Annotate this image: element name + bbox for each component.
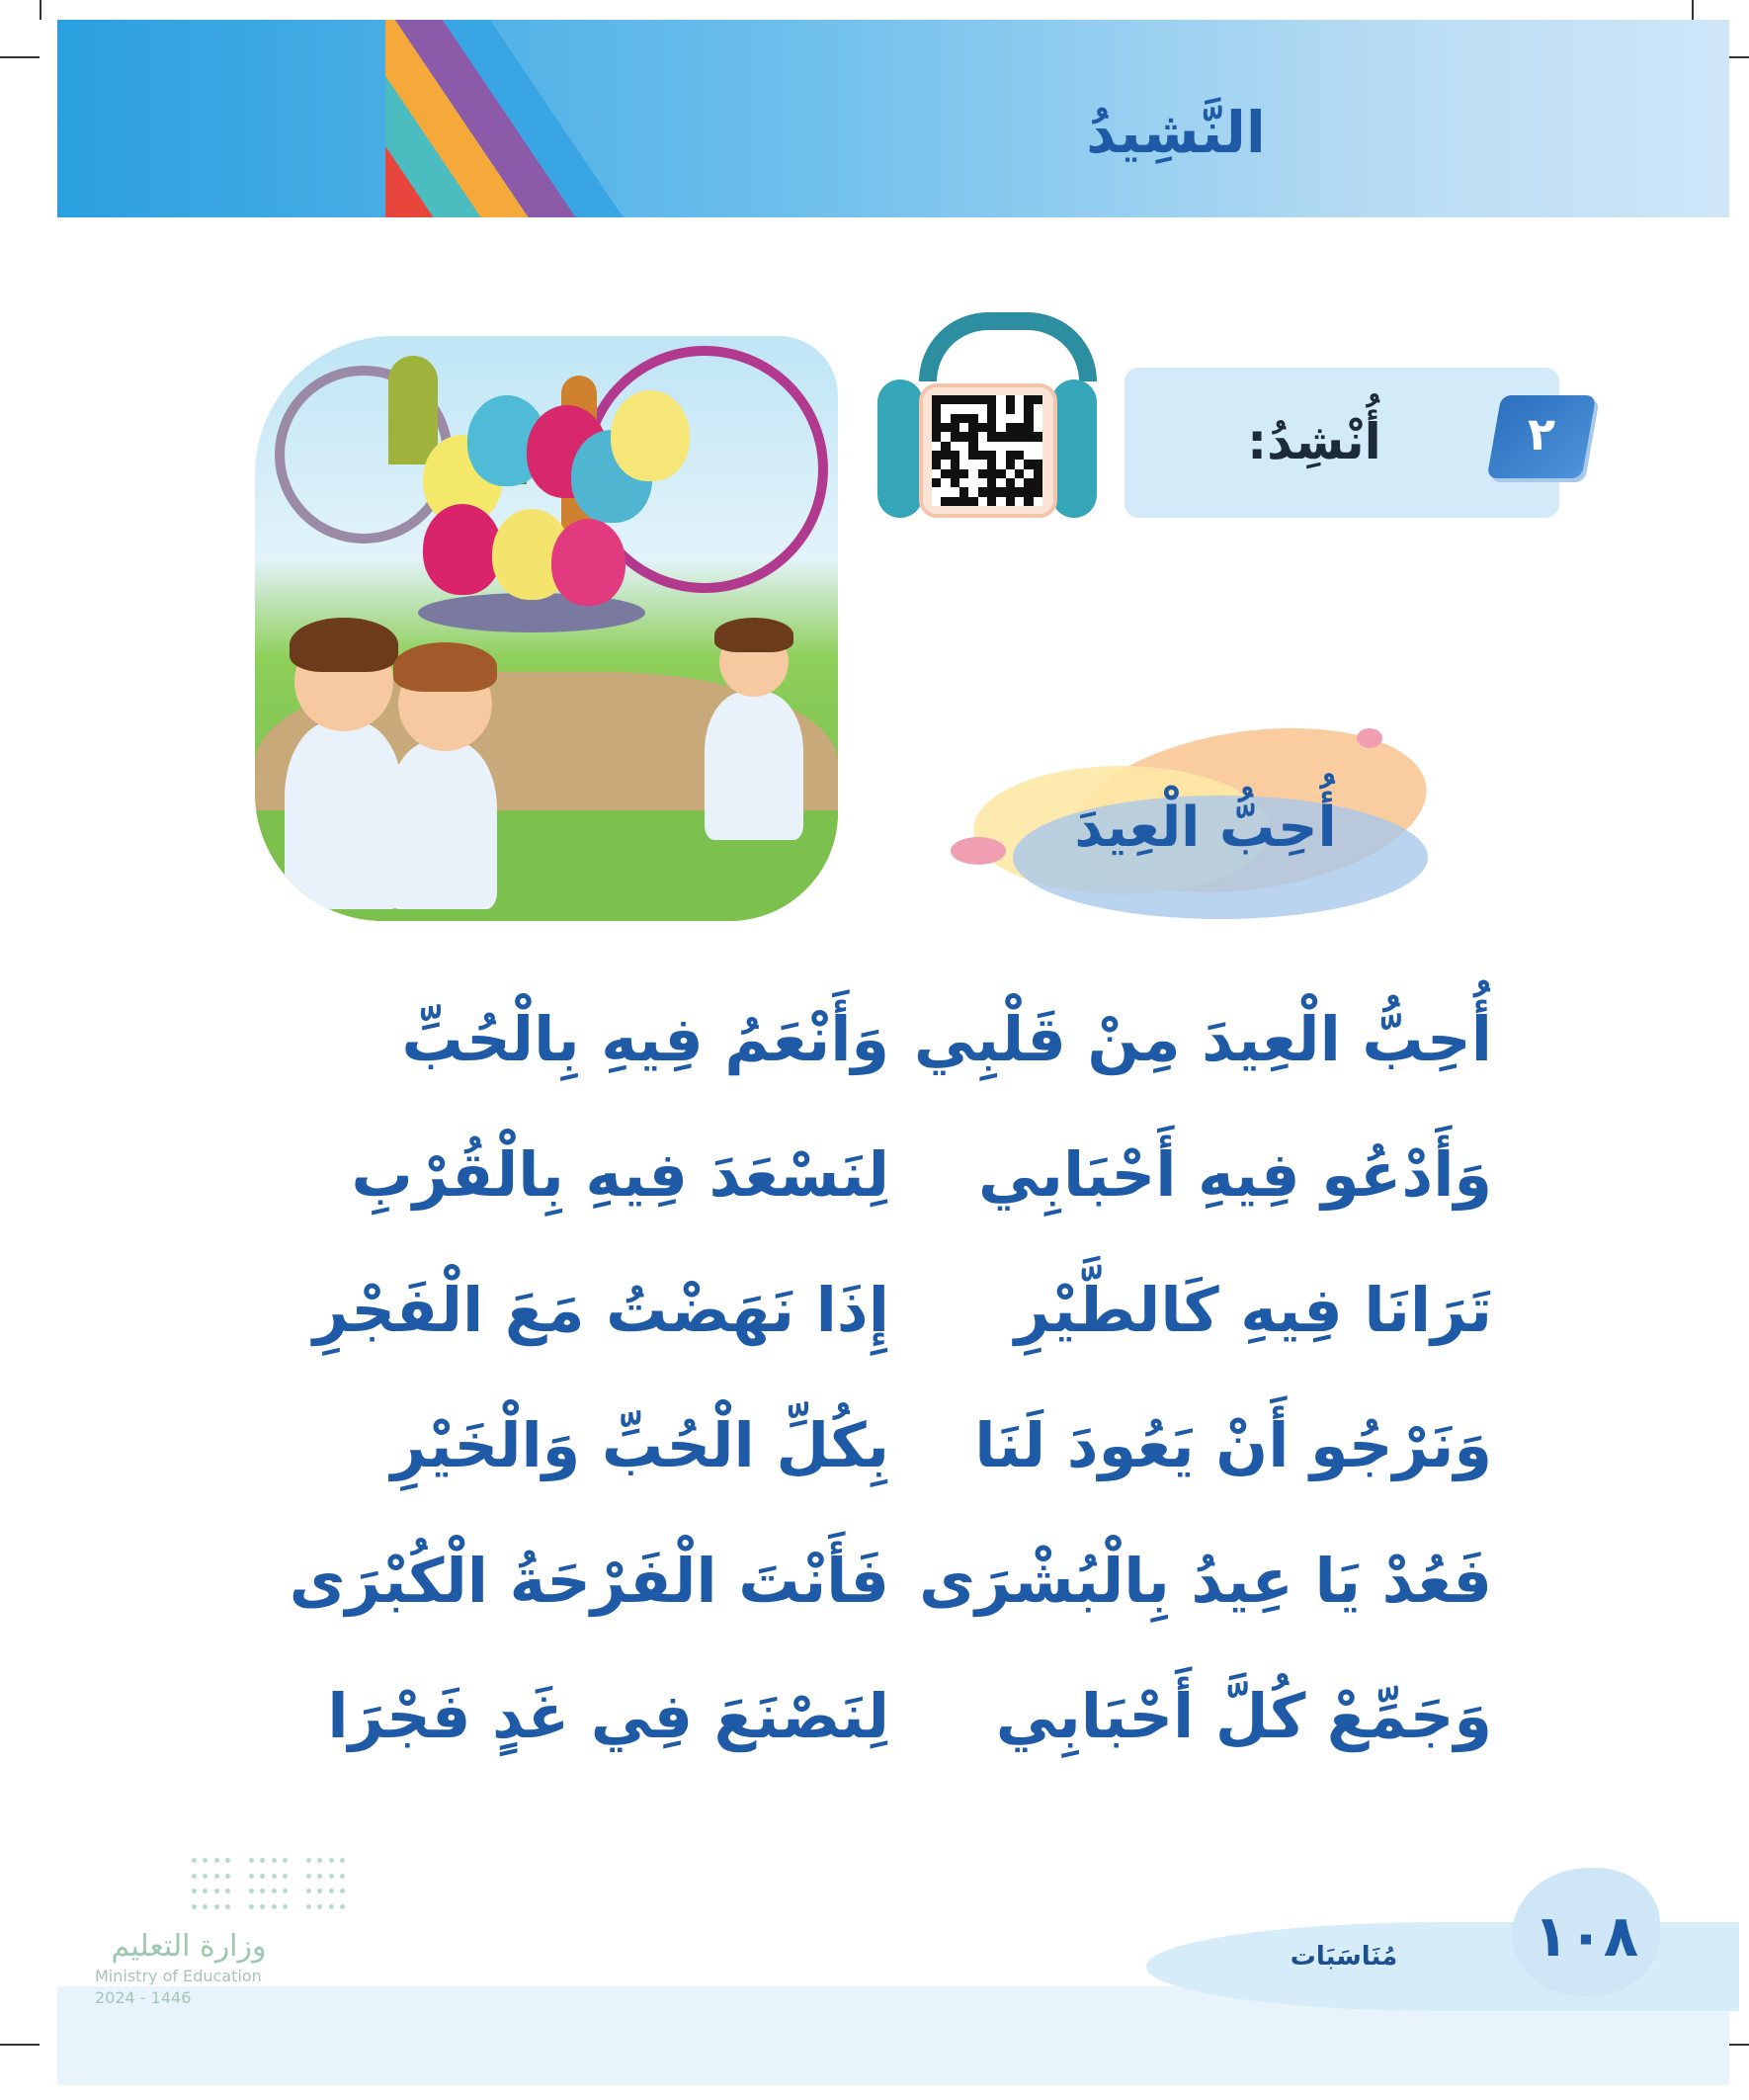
verse-second-half: فَأَنْتَ الْفَرْحَةُ الْكُبْرَى [289,1545,889,1617]
ministry-name-en: Ministry of Education [95,1967,262,1985]
poem-verse [375,1003,1492,1138]
title-blob [951,837,1006,865]
verse-second-half: بِكُلِّ الْحُبِّ وَالْخَيْرِ [390,1409,889,1481]
crop-mark [0,2044,40,2046]
activity-number: ٢ [1527,407,1556,461]
verse-first-half: أُحِبُّ الْعِيدَ مِنْ قَلْبِي [913,1003,1492,1075]
headphones-band [919,312,1097,381]
verse-second-half: لِنَسْعَدَ فِيهِ بِالْقُرْبِ [351,1138,889,1211]
poem-verse [289,1545,1492,1680]
unit-name: مُنَاسَبَات [1290,1942,1398,1972]
poem-verse [327,1680,1492,1815]
header-band [57,20,1729,217]
poem-verse [351,1138,1492,1274]
headphones-right-cup-icon [1051,379,1097,518]
rainbow-stripes [385,20,781,217]
crop-mark [40,0,42,20]
instruction-text: أُنْشِدُ: [1247,413,1381,470]
poem-verse [312,1274,1492,1409]
qr-code-icon[interactable] [932,395,1042,506]
crop-mark [1692,0,1694,20]
ministry-name-ar: وزارة التعليم [111,1929,267,1964]
crop-mark [0,56,40,58]
poem-body [289,1003,1492,1815]
headphones-left-cup-icon [877,379,923,518]
poem-verse [375,1409,1492,1545]
verse-second-half: إِذَا نَهَضْتُ مَعَ الْفَجْرِ [312,1274,889,1346]
verse-first-half: تَرَانَا فِيهِ كَالطَّيْرِ [1014,1274,1492,1346]
verse-first-half: فَعُدْ يَا عِيدُ بِالْبُشْرَى [919,1545,1492,1617]
title-blob [1357,728,1382,748]
section-title: النَّشِيدُ [1086,99,1266,166]
page-number: ١٠٨ [1533,1902,1639,1970]
verse-second-half: وَأَنْعَمُ فِيهِ بِالْحُبِّ [401,1003,889,1075]
verse-second-half: لِنَصْنَعَ فِي غَدٍ فَجْرَا [327,1680,889,1752]
verse-first-half: وَأَدْعُو فِيهِ أَحْبَابِي [977,1138,1492,1211]
poem-title: أُحِبُّ الْعِيدَ [1074,796,1337,860]
eid-park-illustration [255,336,838,921]
edition-year: 2024 - 1446 [95,1988,192,2007]
child-figure [374,632,512,919]
balloon-icon [551,519,625,606]
child-figure [690,613,818,850]
balloon-icon [611,390,690,481]
tower [388,356,438,464]
verse-first-half: وَجَمِّعْ كُلَّ أَحْبَابِي [995,1680,1492,1752]
balloon-icon [423,504,502,595]
ministry-logo-icon [180,1858,348,1915]
verse-first-half: وَنَرْجُو أَنْ يَعُودَ لَنَا [974,1409,1492,1481]
